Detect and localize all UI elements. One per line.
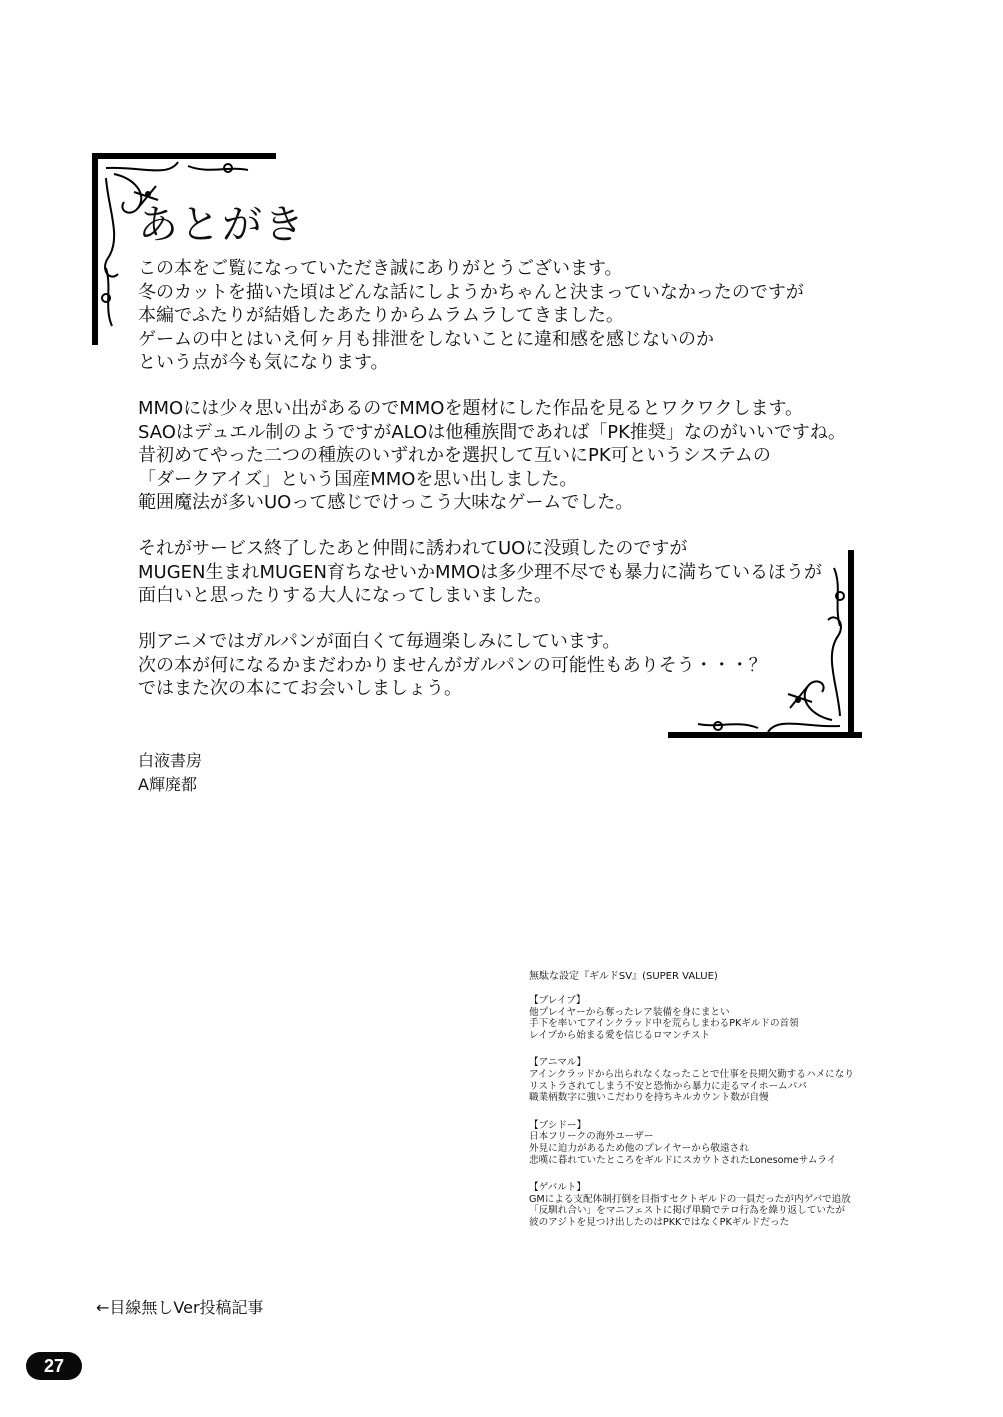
character-line: 彼のアジトを見つけ出したのはPKKではなくPKギルドだった [529,1216,790,1228]
afterword-paragraph-2 [138,397,846,515]
text-line: 範囲魔法が多いUOって感じでけっこう大味なゲームでした。 [138,492,634,513]
character-entry [529,1057,929,1103]
character-name: 【ブレイブ】 [529,995,586,1006]
text-line: という点が今も気になります。 [138,352,389,373]
afterword-paragraph-3 [138,537,822,608]
character-entry [529,1120,929,1166]
afterword-paragraph-4 [138,630,767,701]
text-line: 次の本が何になるかまだわかりませんがガルパンの可能性もありそう・・・？ [138,654,767,676]
character-line: 手下を率いてアインクラッド中を荒らしまわるPKギルドの首領 [529,1018,799,1030]
character-line: 「反馴れ合い」をマニフェストに掲げ単騎でテロ行為を繰り返していたが [529,1205,846,1217]
text-line: 昔初めてやった二つの種族のいずれかを選択して互いにPK可というシステムの [138,445,771,466]
character-entry [529,995,929,1041]
text-line: それがサービス終了したあと仲間に誘われてUOに没頭したのですが [138,538,688,559]
character-line: 他プレイヤーから奪ったレア装備を身にまとい [529,1006,730,1018]
character-line: リストラされてしまう不安と恐怖から暴力に走るマイホームパパ [529,1080,807,1092]
text-line: この本をご覧になっていただき誠にありがとうございます。 [138,258,623,279]
character-line: アインクラッドから出られなくなったことで仕事を長期欠勤するハメになり [529,1068,854,1080]
character-entry [529,1182,929,1228]
character-line: 外見に迫力があるため他のプレイヤーから敬遠され [529,1142,749,1154]
text-line: SAOはデュエル制のようですがALOは他種族間であれば「PK推奨」なのがいいですね。 [138,421,846,443]
character-line: GMによる支配体制打倒を目指すセクトギルドの一員だったが内ゲバで追放 [529,1193,851,1205]
character-line: 悲嘆に暮れていたところをギルドにスカウトされたLonesomeサムライ [529,1154,837,1166]
text-line: MUGEN生まれMUGEN育ちなせいかMMOは多少理不尽でも暴力に満ちているほうが [138,561,823,583]
text-line: 面白いと思ったりする大人になってしまいました。 [138,585,552,606]
settings-title: 無駄な設定『ギルドSV』(SUPER VALUE) [529,971,718,982]
page-number: 27 [26,1352,82,1380]
author-name: A輝廃都 [138,775,197,794]
character-line: レイプから始まる愛を信じるロマンチスト [529,1029,711,1041]
afterword-title: あとがき [138,202,306,248]
text-line: MMOには少々思い出があるのでMMOを題材にした作品を見るとワクワクします。 [138,398,804,419]
afterword-paragraph-1 [138,257,804,375]
text-line: ではまた次の本にてお会いしましょう。 [138,678,462,699]
text-line: 別アニメではガルパンが面白くて毎週楽しみにしています。 [138,631,621,652]
text-line: ゲームの中とはいえ何ヶ月も排泄をしないことに違和感を感じないのか [138,328,714,350]
circle-name: 白液書房 [138,751,203,770]
character-name: 【ゲバルト】 [529,1182,586,1194]
character-name: 【アニマル】 [529,1057,587,1069]
character-name: 【ブシドー】 [529,1119,587,1131]
text-line: 冬のカットを描いた頃はどんな話にしようかちゃんと決まっていなかったのですが [138,281,804,303]
character-line: 職業柄数字に強いこだわりを持ちキルカウント数が自慢 [529,1092,769,1104]
guild-settings-block [529,970,929,1245]
signature [138,749,202,797]
character-line: 日本フリークの海外ユーザー [529,1131,654,1143]
text-line: 本編でふたりが結婚したあたりからムラムラしてきました。 [138,305,624,326]
text-line: 「ダークアイズ」という国産MMOを思い出しました。 [138,468,578,490]
posting-note: ←目線無しVer投稿記事 [96,1298,264,1317]
